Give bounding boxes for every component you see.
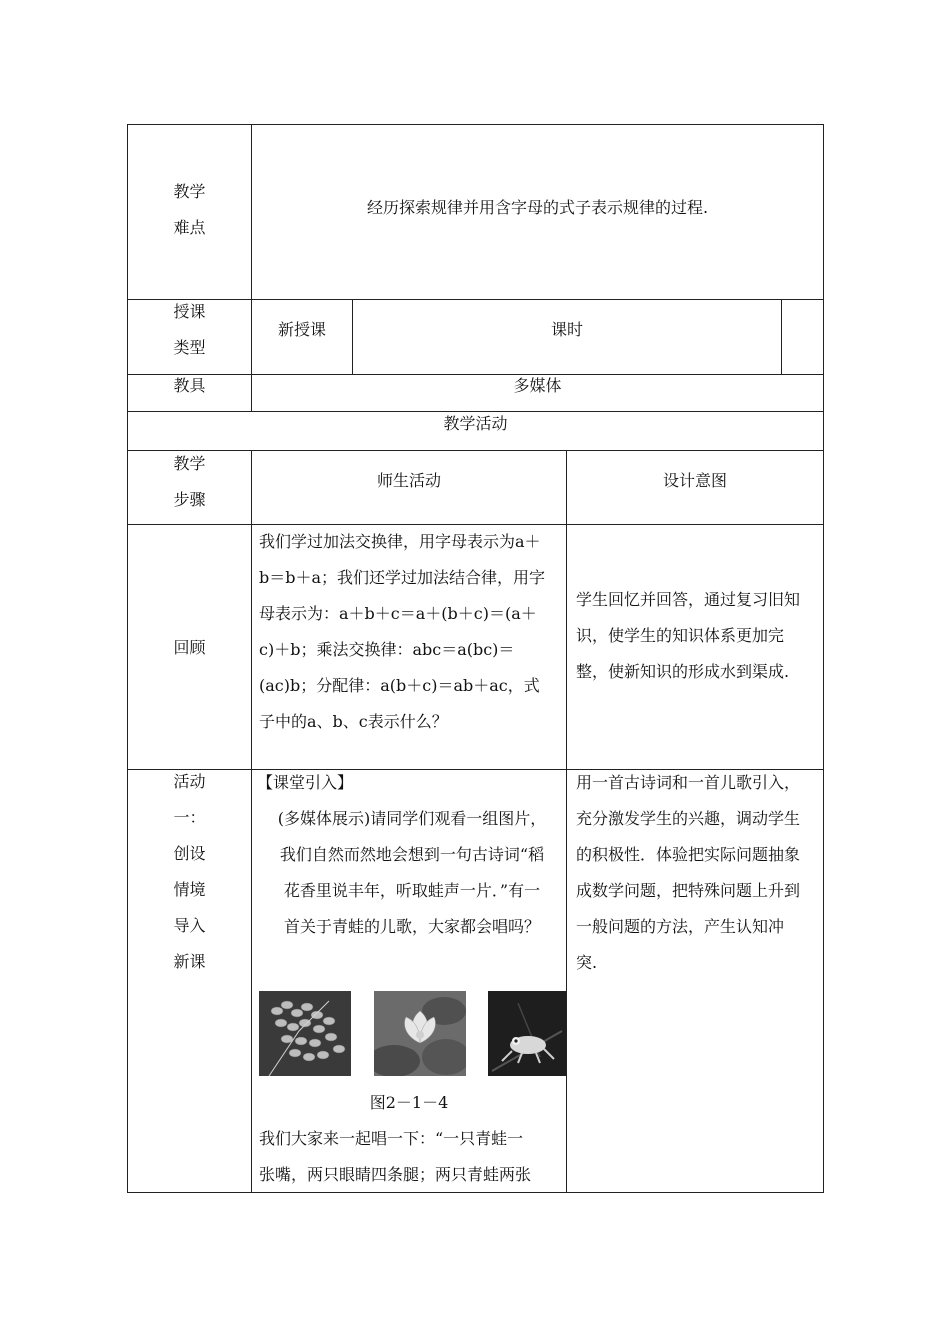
intro-line: 花香里说丰年，听取蛙声一片．”有一 — [283, 881, 541, 900]
lotus-icon — [374, 991, 466, 1076]
table-border-right — [823, 124, 824, 1193]
activity-one-label-line: 活动 — [173, 772, 206, 791]
review-intent-line: 学生回忆并回答，通过复习旧知 — [576, 590, 801, 609]
intent-column-header: 设计意图 — [662, 471, 727, 490]
intro-text — [264, 801, 560, 945]
intro-heading: 【课堂引入】 — [257, 773, 354, 792]
tools-value: 多媒体 — [513, 376, 562, 395]
review-line: 母表示为：a＋b＋c＝a＋(b＋c)＝(a＋ — [259, 604, 537, 623]
review-line: c)＋b；乘法交换律：abc＝a(bc)＝ — [259, 640, 515, 659]
review-line: (ac)b；分配律：a(b＋c)＝ab＋ac，式 — [259, 676, 540, 695]
intro-line: 首关于青蛙的儿歌，大家都会唱吗？ — [283, 917, 540, 936]
song-line: 张嘴，两只眼睛四条腿；两只青蛙两张 — [259, 1165, 532, 1184]
difficulty-label — [128, 170, 251, 250]
activity-one-label-line: 情境 — [173, 880, 206, 899]
intent-line: 一般问题的方法，产生认知冲 — [576, 917, 785, 936]
review-intent-text — [576, 582, 816, 690]
intent-line: 成数学问题，把特殊问题上升到 — [576, 881, 801, 900]
intent-line: 突. — [576, 953, 598, 972]
review-line: 子中的a、b、c表示什么？ — [259, 712, 448, 731]
review-line: b＝b＋a；我们还学过加法结合律，用字 — [259, 568, 546, 587]
activity-one-label-line: 导入 — [173, 916, 206, 935]
intent-line: 的积极性．体验把实际问题抽象 — [576, 845, 801, 864]
lesson-type-label-line-2: 类型 — [173, 338, 206, 357]
step-header-line-1: 教学 — [173, 454, 206, 473]
lesson-type-value: 新授课 — [277, 320, 326, 339]
activity-one-label-line: 新课 — [173, 952, 206, 971]
activity-one-label — [128, 764, 251, 980]
review-label: 回顾 — [173, 638, 206, 657]
frog-icon — [488, 991, 566, 1076]
intent-col-divider — [566, 450, 567, 1192]
period-value — [782, 312, 823, 348]
review-intent-line: 整，使新知识的形成水到渠成. — [576, 662, 790, 681]
activities-header: 教学活动 — [443, 414, 508, 433]
figure-caption: 图2－1－4 — [369, 1093, 449, 1112]
intent-line: 充分激发学生的兴趣，调动学生 — [576, 809, 801, 828]
table-border-top — [127, 124, 824, 125]
difficulty-label-line-1: 教学 — [173, 182, 206, 201]
activity-column-header: 师生活动 — [376, 471, 441, 490]
lesson-type-label — [128, 294, 251, 366]
activity-one-intent-text — [576, 765, 816, 981]
intro-line: 我们自然而然地会想到一句古诗词“稻 — [279, 845, 545, 864]
intro-line: (多媒体展示)请同学们观看一组图片， — [277, 809, 547, 828]
rice-icon — [259, 991, 351, 1076]
review-activity-text — [259, 524, 559, 740]
step-header-line-2: 步骤 — [173, 490, 206, 509]
period-label: 课时 — [550, 320, 583, 339]
song-line: 我们大家来一起唱一下：“一只青蛙一 — [259, 1129, 524, 1148]
activity-one-label-line: 一： — [173, 808, 206, 827]
review-line: 我们学过加法交换律，用字母表示为a＋ — [259, 532, 541, 551]
step-header-label — [128, 446, 251, 518]
lesson-type-label-line-1: 授课 — [173, 302, 206, 321]
activity-one-label-line: 创设 — [173, 844, 206, 863]
review-intent-line: 识，使学生的知识体系更加完 — [576, 626, 785, 645]
intent-line: 用一首古诗词和一首儿歌引入， — [576, 773, 801, 792]
difficulty-label-line-2: 难点 — [173, 218, 206, 237]
label-col-divider — [251, 450, 252, 1192]
difficulty-content: 经历探索规律并用含字母的式子表示规律的过程. — [366, 198, 709, 217]
tools-label: 教具 — [173, 376, 206, 395]
song-text — [259, 1121, 559, 1193]
